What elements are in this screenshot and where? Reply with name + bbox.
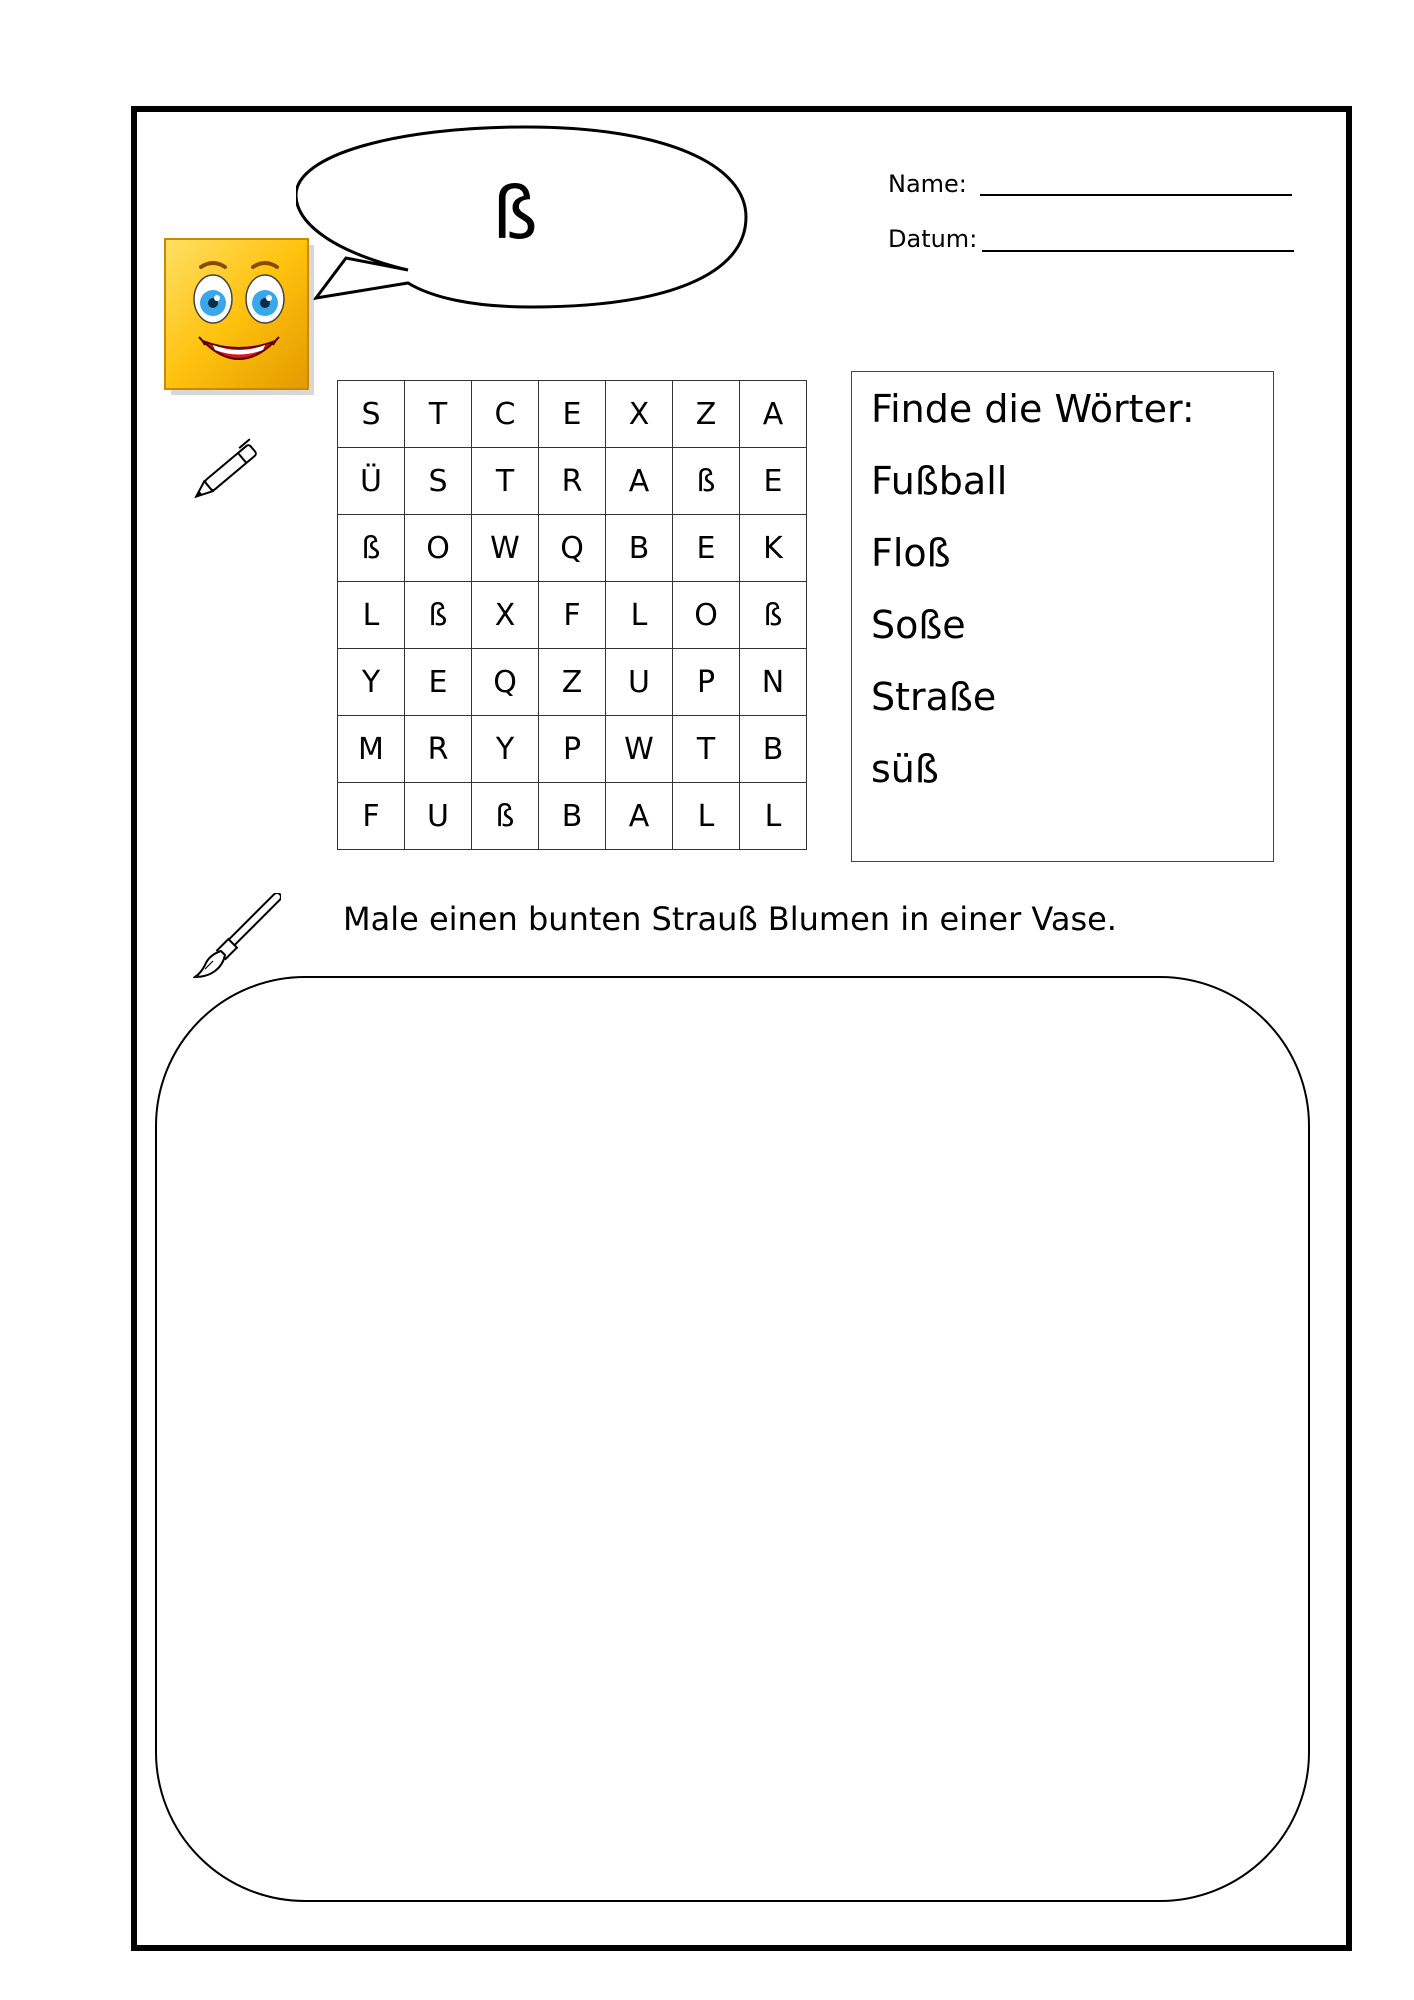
grid-cell[interactable]: Q <box>539 515 606 582</box>
grid-cell[interactable]: T <box>472 448 539 515</box>
grid-cell[interactable]: L <box>740 783 807 850</box>
date-field[interactable] <box>982 250 1294 252</box>
grid-cell[interactable]: T <box>405 381 472 448</box>
word-item: Fußball <box>871 459 1008 503</box>
grid-cell[interactable]: B <box>740 716 807 783</box>
grid-cell[interactable]: L <box>606 582 673 649</box>
grid-cell[interactable]: F <box>338 783 405 850</box>
grid-row <box>338 716 807 783</box>
grid-cell[interactable]: E <box>740 448 807 515</box>
grid-cell[interactable]: O <box>673 582 740 649</box>
grid-cell[interactable]: X <box>472 582 539 649</box>
word-item: Straße <box>871 675 997 719</box>
grid-cell[interactable]: Ü <box>338 448 405 515</box>
grid-cell[interactable]: A <box>606 448 673 515</box>
grid-cell[interactable]: K <box>740 515 807 582</box>
grid-row <box>338 582 807 649</box>
grid-cell[interactable]: S <box>405 448 472 515</box>
grid-cell[interactable]: A <box>606 783 673 850</box>
grid-cell[interactable]: ß <box>472 783 539 850</box>
grid-cell[interactable]: ß <box>405 582 472 649</box>
pen-icon <box>190 430 272 506</box>
grid-cell[interactable]: T <box>673 716 740 783</box>
grid-cell[interactable]: L <box>673 783 740 850</box>
grid-cell[interactable]: B <box>539 783 606 850</box>
grid-cell[interactable]: U <box>405 783 472 850</box>
grid-cell[interactable]: E <box>673 515 740 582</box>
grid-row <box>338 649 807 716</box>
word-list-title: Finde die Wörter: <box>871 387 1195 431</box>
letter-heading: ß <box>492 171 538 255</box>
grid-cell[interactable]: E <box>405 649 472 716</box>
grid-cell[interactable]: O <box>405 515 472 582</box>
grid-cell[interactable]: L <box>338 582 405 649</box>
grid-cell[interactable]: P <box>673 649 740 716</box>
grid-row <box>338 448 807 515</box>
paintbrush-icon <box>193 893 281 979</box>
grid-cell[interactable]: A <box>740 381 807 448</box>
grid-cell[interactable]: R <box>539 448 606 515</box>
grid-cell[interactable]: U <box>606 649 673 716</box>
task-instruction: Male einen bunten Strauß Blumen in einer Vase. <box>343 900 1117 938</box>
grid-cell[interactable]: C <box>472 381 539 448</box>
name-field[interactable] <box>980 194 1292 196</box>
grid-cell[interactable]: E <box>539 381 606 448</box>
grid-cell[interactable]: Y <box>338 649 405 716</box>
word-search-grid <box>337 380 807 850</box>
grid-row <box>338 515 807 582</box>
grid-row <box>338 381 807 448</box>
grid-cell[interactable]: B <box>606 515 673 582</box>
grid-cell[interactable]: S <box>338 381 405 448</box>
grid-cell[interactable]: N <box>740 649 807 716</box>
grid-cell[interactable]: W <box>606 716 673 783</box>
grid-row <box>338 783 807 850</box>
grid-cell[interactable]: ß <box>338 515 405 582</box>
grid-cell[interactable]: ß <box>673 448 740 515</box>
word-item: Soße <box>871 603 966 647</box>
grid-cell[interactable]: Q <box>472 649 539 716</box>
grid-cell[interactable]: Y <box>472 716 539 783</box>
name-label: Name: <box>888 170 967 198</box>
grid-cell[interactable]: Z <box>673 381 740 448</box>
grid-cell[interactable]: M <box>338 716 405 783</box>
date-label: Datum: <box>888 225 978 253</box>
grid-cell[interactable]: Z <box>539 649 606 716</box>
grid-cell[interactable]: ß <box>740 582 807 649</box>
grid-cell[interactable]: F <box>539 582 606 649</box>
grid-cell[interactable]: P <box>539 716 606 783</box>
grid-cell[interactable]: X <box>606 381 673 448</box>
smiley-face-icon <box>163 237 314 397</box>
word-item: süß <box>871 747 939 791</box>
grid-cell[interactable]: R <box>405 716 472 783</box>
drawing-area[interactable] <box>155 976 1310 1902</box>
word-item: Floß <box>871 531 951 575</box>
grid-cell[interactable]: W <box>472 515 539 582</box>
word-list-box <box>851 371 1274 862</box>
